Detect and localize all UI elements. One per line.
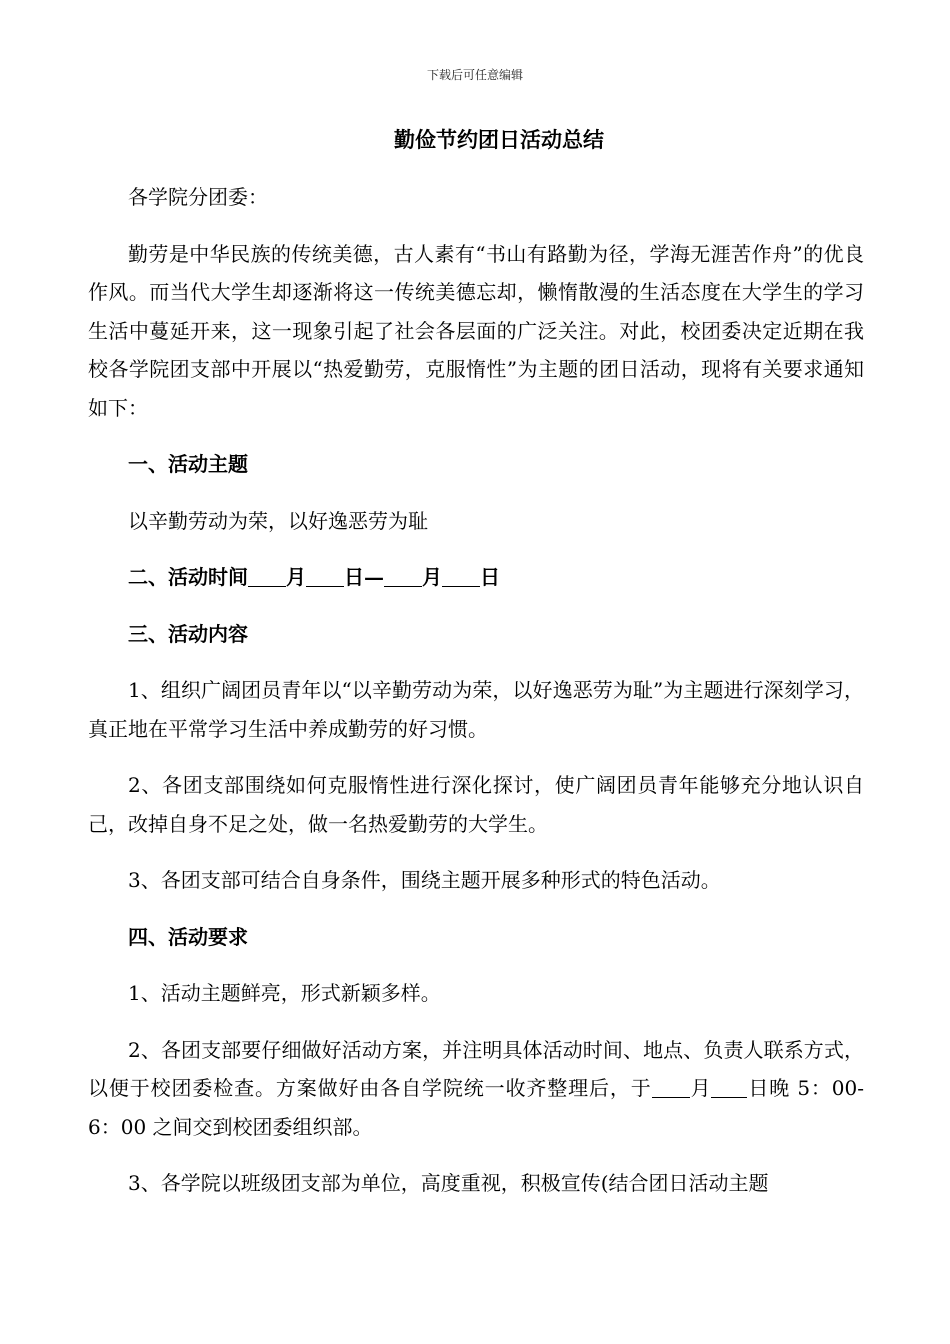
blank-underline — [652, 1077, 690, 1098]
section3-item: 2、各团支部围绕如何克服惰性进行深化探讨，使广阔团员青年能够充分地认识自己，改掉自身不足之处，做一名热爱勤劳的大学生。 — [88, 773, 864, 836]
section2-heading — [88, 558, 864, 597]
blank-underline — [711, 1077, 733, 1098]
section1-content: 以辛勤劳动为荣，以好逸恶劳为耻 — [128, 508, 428, 533]
section4-item3: 3、各学院以班级团支部为单位，高度重视，积极宣传(结合团日活动主题 — [128, 1171, 769, 1195]
blank-underline — [733, 1077, 747, 1098]
section3-heading: 三、活动内容 — [128, 621, 248, 646]
blank-underline — [248, 566, 286, 587]
section4-item2-part2: 日晚 5：00-6：00 之间交到校团委组织部。 — [88, 1076, 865, 1139]
section2-day1: 日— — [344, 565, 384, 589]
greeting: 各学院分团委： — [128, 185, 268, 209]
document-title: 勤俭节约团日活动总结 — [394, 127, 604, 152]
intro-paragraph: 勤劳是中华民族的传统美德，古人素有“书山有路勤为径，学海无涯苦作舟”的优良作风。而当代大学生却逐渐将这一传统美德忘却，懒惰散漫的生活态度在大学生的学习生活中蔓延开来，这一现象引起了社会各层面的广泛关注。对此，校团委决定近期在我校各学院团支部中开展以“热爱勤劳，克服惰性”为主题的团日活动，现将有关要求通知如下： — [88, 241, 864, 420]
section4-item2-month: 月 — [689, 1076, 712, 1100]
section2-month2: 月 — [422, 565, 442, 589]
section1-heading: 一、活动主题 — [128, 452, 248, 476]
section2-month1: 月 — [286, 565, 306, 589]
section3-item: 1、组织广阔团员青年以“以辛勤劳动为荣，以好逸恶劳为耻”为主题进行深刻学习，真正地在平常学习生活中养成勤劳的好习惯。 — [88, 678, 864, 741]
header-note: 下载后可任意编辑 — [426, 68, 523, 82]
document-body — [88, 178, 864, 1203]
section2-day2: 日 — [480, 565, 500, 589]
section2-heading-prefix: 二、活动时间 — [128, 565, 248, 589]
blank-underline — [384, 566, 422, 587]
section4-item2-part1: 2、各团支部要仔细做好活动方案，并注明具体活动时间、地点、负责人联系方式，以便于校团委检查。方案做好由各自学院统一收齐整理后，于 — [88, 1037, 864, 1100]
blank-underline — [442, 566, 480, 587]
blank-underline — [306, 566, 344, 587]
section4-heading: 四、活动要求 — [128, 924, 248, 949]
section4-item2 — [88, 1031, 864, 1147]
section3-item: 3、各团支部可结合自身条件，围绕主题开展多种形式的特色活动。 — [128, 868, 721, 892]
section4-item1: 1、活动主题鲜亮，形式新颖多样。 — [128, 981, 441, 1005]
